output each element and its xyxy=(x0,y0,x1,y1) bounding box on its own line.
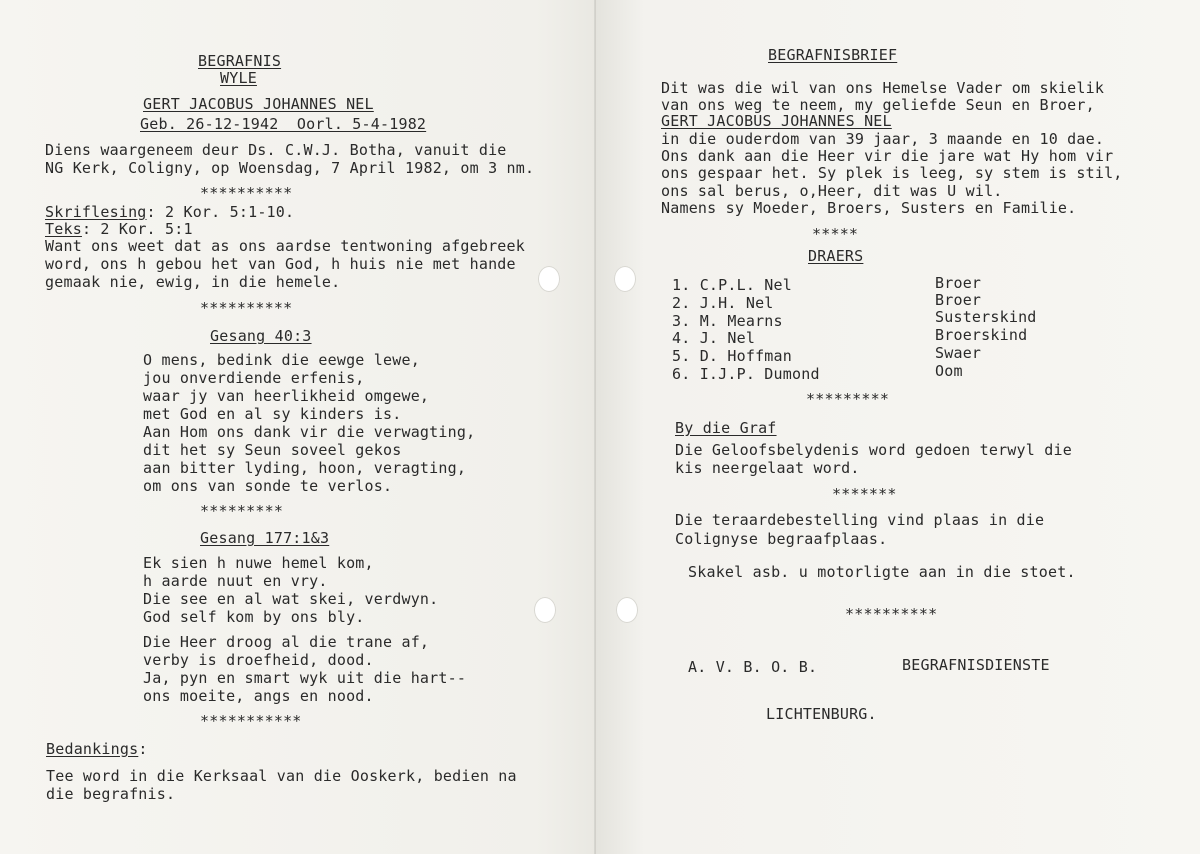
bearer-relation: Broerskind xyxy=(935,326,1028,344)
verse-line: Want ons weet dat as ons aardse tentwoning afgebreek xyxy=(45,237,525,255)
hymn-line: aan bitter lyding, hoon, veragting, xyxy=(143,459,467,477)
scripture-reading xyxy=(45,204,294,221)
thanks-label: Bedankings xyxy=(46,740,139,758)
scripture-reading-label: Skriflesing xyxy=(45,203,147,221)
thanks-heading xyxy=(46,741,148,758)
letter-line: Ons dank aan die Heer vir die jare wat Hy hom vir xyxy=(661,147,1114,165)
separator: ***** xyxy=(812,225,859,243)
bearer-name: 4. J. Nel xyxy=(672,329,756,347)
separator: ********** xyxy=(200,299,293,317)
bearer-relation: Broer xyxy=(935,274,982,292)
sermon-text-value: : 2 Kor. 5:1 xyxy=(81,220,193,238)
bearer-relation: Susterskind xyxy=(935,308,1037,326)
hymn-title: Gesang 177:1&3 xyxy=(200,529,330,547)
hymn-line: Ek sien h nuwe hemel kom, xyxy=(143,554,374,572)
letter-line: ons gespaar het. Sy plek is leeg, sy stem is stil, xyxy=(661,164,1123,182)
undertaker-services: BEGRAFNISDIENSTE xyxy=(902,656,1050,674)
bearer-relation: Oom xyxy=(935,362,963,380)
right-page xyxy=(596,0,1200,854)
bearer-name: 6. I.J.P. Dumond xyxy=(672,365,820,383)
hymn-line: jou onverdiende erfenis, xyxy=(143,369,365,387)
service-line: Diens waargeneem deur Ds. C.W.J. Botha, vanuit die xyxy=(45,141,507,159)
hymn-line: Aan Hom ons dank vir die verwagting, xyxy=(143,423,476,441)
punch-hole xyxy=(538,266,560,292)
sermon-text xyxy=(45,221,193,238)
hymn-line: Die see en al wat skei, verdwyn. xyxy=(143,590,439,608)
deceased-name: GERT JACOBUS JOHANNES NEL xyxy=(143,95,374,113)
verse-line: word, ons h gebou het van God, h huis nie met hande xyxy=(45,255,516,273)
hymn-line: h aarde nuut en vry. xyxy=(143,572,328,590)
punch-hole xyxy=(614,266,636,292)
hymn-title: Gesang 40:3 xyxy=(210,327,312,345)
hymn-line: waar jy van heerlikheid omgewe, xyxy=(143,387,430,405)
letter-title: BEGRAFNISBRIEF xyxy=(768,46,898,64)
letter-deceased-name: GERT JACOBUS JOHANNES NEL xyxy=(661,112,892,130)
punch-hole xyxy=(616,597,638,623)
hymn-line: ons moeite, angs en nood. xyxy=(143,687,374,705)
bearer-relation: Swaer xyxy=(935,344,982,362)
undertaker-town: LICHTENBURG. xyxy=(766,705,877,723)
title-wyle: WYLE xyxy=(220,69,257,87)
hymn-line: Ja, pyn en smart wyk uit die hart-- xyxy=(143,669,467,687)
separator: ********** xyxy=(200,184,293,202)
bearer-name: 5. D. Hoffman xyxy=(672,347,792,365)
title-begrafnis: BEGRAFNIS xyxy=(198,52,282,70)
separator: ********* xyxy=(806,390,890,408)
left-page xyxy=(0,0,596,854)
hymn-line: dit het sy Seun soveel gekos xyxy=(143,441,402,459)
undertaker-name: A. V. B. O. B. xyxy=(688,658,818,676)
letter-line: in die ouderdom van 39 jaar, 3 maande en 10 dae. xyxy=(661,130,1105,148)
separator: ********** xyxy=(845,605,938,623)
letter-line: Dit was die wil van ons Hemelse Vader om skielik xyxy=(661,79,1105,97)
thanks-line: die begrafnis. xyxy=(46,785,176,803)
bearer-name: 2. J.H. Nel xyxy=(672,294,774,312)
hymn-line: verby is droefheid, dood. xyxy=(143,651,374,669)
scripture-reading-value: : 2 Kor. 5:1-10. xyxy=(146,203,295,221)
grave-line: kis neergelaat word. xyxy=(675,459,860,477)
grave-line: Die Geloofsbelydenis word gedoen terwyl die xyxy=(675,441,1072,459)
sermon-text-label: Teks xyxy=(45,220,82,238)
birth-death-dates: Geb. 26-12-1942 Oorl. 5-4-1982 xyxy=(140,115,427,133)
punch-hole xyxy=(534,597,556,623)
hymn-line: God self kom by ons bly. xyxy=(143,608,365,626)
bearer-name: 3. M. Mearns xyxy=(672,312,783,330)
separator: ******* xyxy=(832,485,897,503)
grave-title: By die Graf xyxy=(675,419,777,437)
bearer-name: 1. C.P.L. Nel xyxy=(672,276,792,294)
hymn-line: O mens, bedink die eewge lewe, xyxy=(143,351,420,369)
headlights-notice: Skakel asb. u motorligte aan in die stoet. xyxy=(688,563,1076,581)
letter-line: van ons weg te neem, my geliefde Seun en Broer, xyxy=(661,96,1095,114)
burial-line: Die teraardebestelling vind plaas in die xyxy=(675,511,1045,529)
thanks-line: Tee word in die Kerksaal van die Ooskerk, bedien na xyxy=(46,767,517,785)
separator: ********* xyxy=(200,502,284,520)
letter-line: Namens sy Moeder, Broers, Susters en Familie. xyxy=(661,199,1077,217)
hymn-line: Die Heer droog al die trane af, xyxy=(143,633,430,651)
bearers-title: DRAERS xyxy=(808,247,864,265)
hymn-line: met God en al sy kinders is. xyxy=(143,405,402,423)
burial-line: Colignyse begraafplaas. xyxy=(675,530,888,548)
hymn-line: om ons van sonde te verlos. xyxy=(143,477,393,495)
verse-line: gemaak nie, ewig, in die hemele. xyxy=(45,273,341,291)
bearer-relation: Broer xyxy=(935,291,982,309)
letter-line: ons sal berus, o,Heer, dit was U wil. xyxy=(661,182,1003,200)
thanks-colon: : xyxy=(138,740,148,758)
separator: *********** xyxy=(200,712,302,730)
service-line: NG Kerk, Coligny, op Woensdag, 7 April 1982, om 3 nm. xyxy=(45,159,535,177)
